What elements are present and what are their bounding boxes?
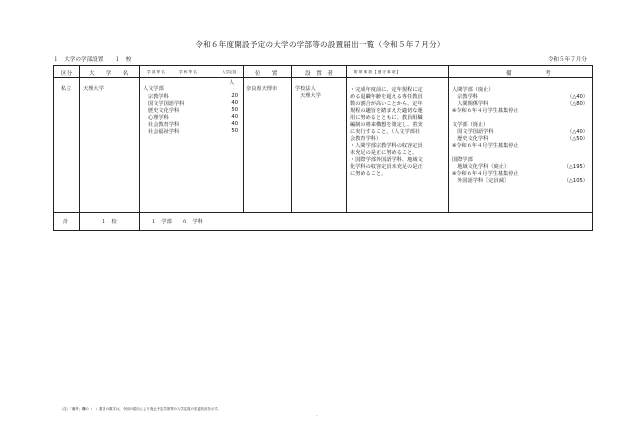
department-name: 宗教学科 <box>148 94 169 100</box>
department-row <box>148 100 238 107</box>
header-founder: 設 置 者 <box>305 71 333 77</box>
remark-row <box>452 93 588 100</box>
total-label: 計 <box>63 219 69 225</box>
condition-line: ・完成年度前に、定年規程に定 <box>350 87 423 93</box>
remark-row <box>452 149 588 156</box>
remark-row <box>452 100 588 107</box>
remark-text: 国際学部 <box>452 157 473 163</box>
row-faculty: 人文学部 <box>143 86 164 92</box>
remark-value: （△40） <box>567 94 588 100</box>
remark-row <box>452 114 588 121</box>
remark-row <box>452 107 588 114</box>
department-name: 心理学科 <box>148 115 169 121</box>
header-type: 区分 <box>61 71 73 77</box>
date-label: 令和５年７月分 <box>547 57 587 63</box>
header-location: 位 置 <box>255 71 278 77</box>
department-row <box>148 93 238 100</box>
total-rule <box>54 212 592 213</box>
remark-text: 地域文化学科（廃止） <box>452 164 510 170</box>
department-row <box>148 121 238 128</box>
condition-line: ・国際学部外国語学科、地域文 <box>350 157 423 163</box>
remark-text: ※令和６年４月学生募集停止 <box>452 171 519 177</box>
department-capacity: 50 <box>231 128 238 134</box>
department-row <box>148 128 238 135</box>
department-name: 歴史文化学科 <box>148 108 180 114</box>
column-divider <box>139 66 140 230</box>
remark-row <box>452 128 588 135</box>
remark-text: ※令和６年４月学生募集停止 <box>452 108 519 114</box>
department-name: 社会福祉学科 <box>148 129 180 135</box>
remark-value: （△50） <box>567 136 588 142</box>
total-faculties: １ 学部 ６ 学科 <box>151 219 203 225</box>
department-name: 社会教育学科 <box>148 122 180 128</box>
condition-line: 化学科の収容定員未充足の是正 <box>350 164 423 170</box>
department-capacity: 50 <box>231 107 238 113</box>
condition-line: める退職年齢を超える専任教員 <box>350 94 423 100</box>
condition-line: 用に努めるとともに、教員組織 <box>350 115 423 121</box>
header-university: 大 学 名 <box>89 71 129 77</box>
remark-text: 国文学国語学科 <box>452 129 494 135</box>
document-title: 令和６年度開設予定の大学の学部等の設置届出一覧（令和５年７月分） <box>195 40 445 49</box>
footnote: （注）「備考」欄の（ ）書きの数字は，今回の届出により廃止予定学部等の入学定員の変更状況を示す。 <box>60 407 221 411</box>
header-department: 学 科 等 名 <box>179 70 197 74</box>
remark-text: 文学部（廃止） <box>452 122 489 128</box>
department-capacity: 40 <box>231 100 238 106</box>
department-capacity: 40 <box>231 121 238 127</box>
remark-text: 人間関係学科 <box>452 101 489 107</box>
condition-line: 会教育学科） <box>350 136 382 142</box>
remarks-list <box>452 86 588 184</box>
condition-line: に努めること。 <box>350 171 387 177</box>
page-mark: – <box>316 413 318 417</box>
condition-line: 数の割合が高いことから、定年 <box>350 101 423 107</box>
column-divider <box>243 66 244 212</box>
conditions-list <box>350 86 446 177</box>
department-name: 国文学国語学科 <box>148 101 185 107</box>
column-divider <box>448 66 449 212</box>
row-founder-type: 学校法人 <box>295 86 316 92</box>
condition-line: 未充足の是正に努めること。 <box>350 150 418 156</box>
remark-row <box>452 170 588 177</box>
remark-value: （△40） <box>567 129 588 135</box>
department-capacity: 40 <box>231 114 238 120</box>
column-divider <box>79 66 80 230</box>
section-subheading: １ 大学の学部設置 １ 校 <box>53 57 132 63</box>
total-schools: １ 校 <box>101 219 117 225</box>
remark-text: 外国語学科［定員減］ <box>452 178 510 184</box>
remark-value: （△105） <box>563 178 588 184</box>
row-location: 奈良県天理市 <box>246 86 278 92</box>
condition-line: ・人間学部宗教学科の収容定員 <box>350 143 423 149</box>
header-capacity: 入学定員 <box>222 70 237 74</box>
header-remarks: 備 考 <box>506 71 551 77</box>
remark-value: （△80） <box>567 101 588 107</box>
remark-row <box>452 135 588 142</box>
remark-text: 人間学部（廃止） <box>452 87 494 93</box>
column-divider <box>291 66 292 212</box>
remark-text: ※令和６年４月学生募集停止 <box>452 143 519 149</box>
remark-row <box>452 142 588 149</box>
condition-line: に実行すること。（人文学部社 <box>350 129 421 135</box>
remark-row <box>452 86 588 93</box>
row-type: 私立 <box>61 86 72 92</box>
row-founder-name: 天理大学 <box>300 93 321 99</box>
remark-value: （△195） <box>563 164 588 170</box>
remark-row <box>452 121 588 128</box>
department-row <box>148 107 238 114</box>
header-conditions: 附 帯 事 項 【 遵 守 事 項 】 <box>354 70 401 74</box>
header-faculty: 学 部 等 名 <box>147 70 165 74</box>
condition-line: 規程の趣旨を踏まえた適切な運 <box>350 108 423 114</box>
row-university: 天理大学 <box>83 86 104 92</box>
notification-table <box>53 65 593 231</box>
remark-text: 歴史文化学科 <box>452 136 489 142</box>
condition-line: 編制の将来構想を策定し、着実 <box>350 122 423 128</box>
department-row <box>148 114 238 121</box>
remark-row <box>452 156 588 163</box>
remark-text: 宗教学科 <box>452 94 478 100</box>
remark-row <box>452 177 588 184</box>
department-list <box>148 93 238 135</box>
capacity-unit: 人 <box>229 80 235 86</box>
department-capacity: 20 <box>231 93 238 99</box>
remark-row <box>452 163 588 170</box>
header-rule <box>54 77 592 78</box>
column-divider <box>346 66 347 212</box>
